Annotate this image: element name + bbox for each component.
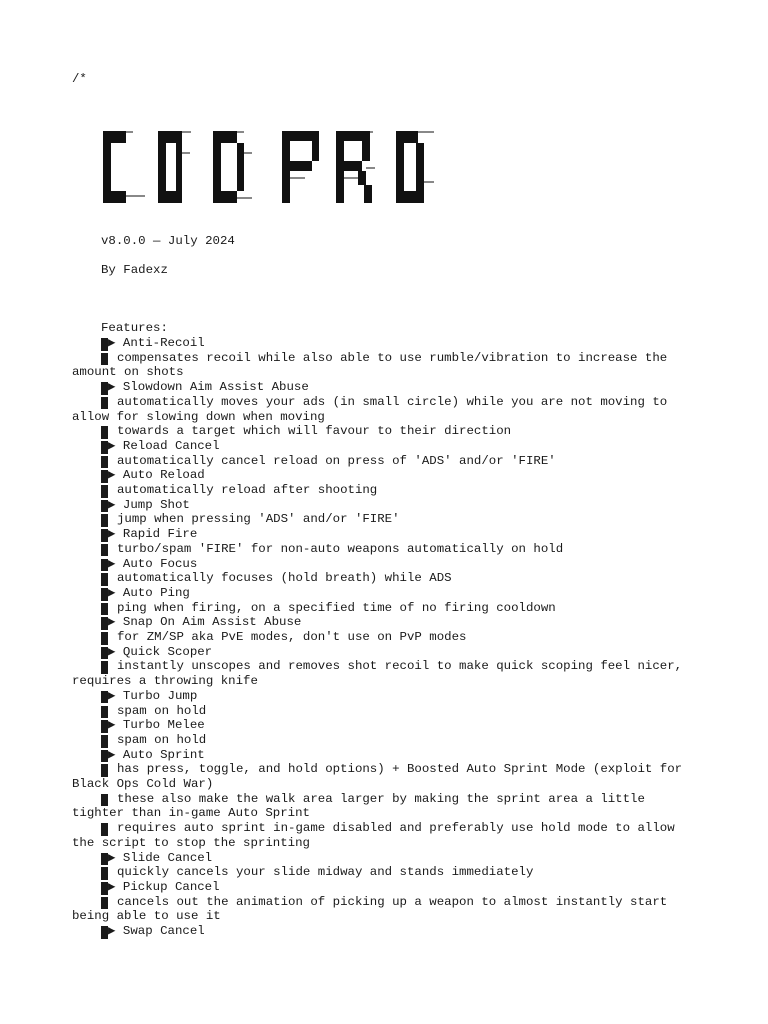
indent-bar bbox=[101, 338, 108, 351]
feature-description: automatically cancel reload on press of 'ADS' and/or 'FIRE' bbox=[117, 453, 556, 468]
comment-open: /* bbox=[72, 72, 87, 86]
indent-bar bbox=[101, 897, 108, 910]
feature-description: spam on hold bbox=[117, 703, 207, 718]
feature-description: these also make the walk area larger by making the sprint area a little bbox=[117, 791, 645, 806]
indent-bar bbox=[101, 603, 108, 616]
feature-label: ▶ Turbo Melee bbox=[108, 718, 205, 733]
feature-description: automatically focuses (hold breath) while ADS bbox=[117, 571, 452, 586]
logo-cod-pro bbox=[100, 128, 435, 206]
indent-bar bbox=[101, 882, 108, 895]
feature-label: ▶ Anti-Recoil bbox=[108, 336, 205, 350]
feature-label: ▶ Auto Ping bbox=[108, 585, 190, 600]
feature-description: amount on shots bbox=[72, 365, 184, 380]
feature-label: ▶ Auto Sprint bbox=[108, 747, 205, 762]
indent-bar bbox=[101, 617, 108, 630]
feature-description: requires auto sprint in-game disabled and preferably use hold mode to allow bbox=[117, 821, 675, 836]
feature-label: ▶ Jump Shot bbox=[108, 497, 190, 512]
indent-bar bbox=[101, 470, 108, 483]
indent-bar bbox=[101, 706, 108, 719]
feature-description: jump when pressing 'ADS' and/or 'FIRE' bbox=[117, 512, 400, 527]
feature-label: ▶ Swap Cancel bbox=[108, 924, 205, 938]
feature-description: instantly unscopes and removes shot recoil to make quick scoping feel nicer, bbox=[117, 659, 683, 674]
indent-bar bbox=[101, 529, 108, 542]
feature-description: has press, toggle, and hold options) + Boosted Auto Sprint Mode (exploit for bbox=[117, 762, 683, 777]
feature-description: automatically reload after shooting bbox=[117, 483, 378, 497]
feature-label: ▶ Slowdown Aim Assist Abuse bbox=[108, 380, 309, 395]
feature-description: ping when firing, on a specified time of no firing cooldown bbox=[117, 600, 556, 615]
indent-bar bbox=[101, 750, 108, 763]
indent-bar bbox=[101, 691, 108, 704]
indent-bar bbox=[101, 867, 108, 880]
indent-bar bbox=[101, 573, 108, 586]
feature-description: requires a throwing knife bbox=[72, 674, 258, 689]
indent-bar bbox=[101, 426, 108, 439]
indent-bar bbox=[101, 661, 108, 674]
indent-bar bbox=[101, 926, 108, 939]
feature-label: ▶ Rapid Fire bbox=[108, 527, 198, 542]
feature-label: ▶ Auto Reload bbox=[108, 468, 205, 483]
author-line: By Fadexz bbox=[101, 263, 168, 277]
indent-bar bbox=[101, 456, 108, 469]
feature-description: spam on hold bbox=[117, 732, 207, 747]
feature-description: Black Ops Cold War) bbox=[72, 777, 214, 791]
feature-description: automatically moves your ads (in small circle) while you are not moving to bbox=[117, 394, 668, 409]
indent-bar bbox=[101, 559, 108, 572]
feature-label: ▶ Reload Cancel bbox=[108, 438, 220, 453]
indent-bar bbox=[101, 544, 108, 557]
indent-bar bbox=[101, 720, 108, 733]
indent-bar bbox=[101, 764, 108, 777]
feature-description: compensates recoil while also able to use rumble/vibration to increase the bbox=[117, 350, 668, 365]
indent-bar bbox=[101, 397, 108, 410]
indent-bar bbox=[101, 647, 108, 660]
feature-description: turbo/spam 'FIRE' for non-auto weapons automatically on hold bbox=[117, 541, 564, 556]
indent-bar bbox=[101, 514, 108, 527]
feature-label: ▶ Pickup Cancel bbox=[108, 879, 220, 894]
indent-bar bbox=[101, 441, 108, 454]
feature-description: quickly cancels your slide midway and stands immediately bbox=[117, 865, 534, 880]
feature-label: ▶ Turbo Jump bbox=[108, 688, 198, 703]
indent-bar bbox=[101, 735, 108, 748]
feature-label: ▶ Auto Focus bbox=[108, 556, 198, 571]
indent-bar bbox=[101, 485, 108, 498]
feature-label: ▶ Slide Cancel bbox=[108, 850, 213, 865]
indent-bar bbox=[101, 632, 108, 645]
feature-label: ▶ Snap On Aim Assist Abuse bbox=[108, 615, 302, 630]
indent-bar bbox=[101, 853, 108, 866]
version-line: v8.0.0 — July 2024 bbox=[101, 234, 235, 248]
feature-description: for ZM/SP aka PvE modes, don't use on PvP modes bbox=[117, 630, 467, 644]
feature-label: ▶ Quick Scoper bbox=[108, 644, 213, 659]
features-heading: Features: bbox=[101, 321, 168, 335]
indent-bar bbox=[101, 588, 108, 601]
indent-bar bbox=[101, 353, 108, 366]
feature-description: the script to stop the sprinting bbox=[72, 835, 310, 850]
indent-bar bbox=[101, 382, 108, 395]
indent-bar bbox=[101, 500, 108, 513]
feature-description: allow for slowing down when moving bbox=[72, 409, 325, 424]
feature-description: being able to use it bbox=[72, 909, 221, 924]
feature-description: towards a target which will favour to their direction bbox=[117, 424, 512, 439]
feature-description: cancels out the animation of picking up a weapon to almost instantly start bbox=[117, 894, 668, 909]
indent-bar bbox=[101, 823, 108, 836]
feature-description: tighter than in-game Auto Sprint bbox=[72, 806, 310, 821]
indent-bar bbox=[101, 794, 108, 807]
